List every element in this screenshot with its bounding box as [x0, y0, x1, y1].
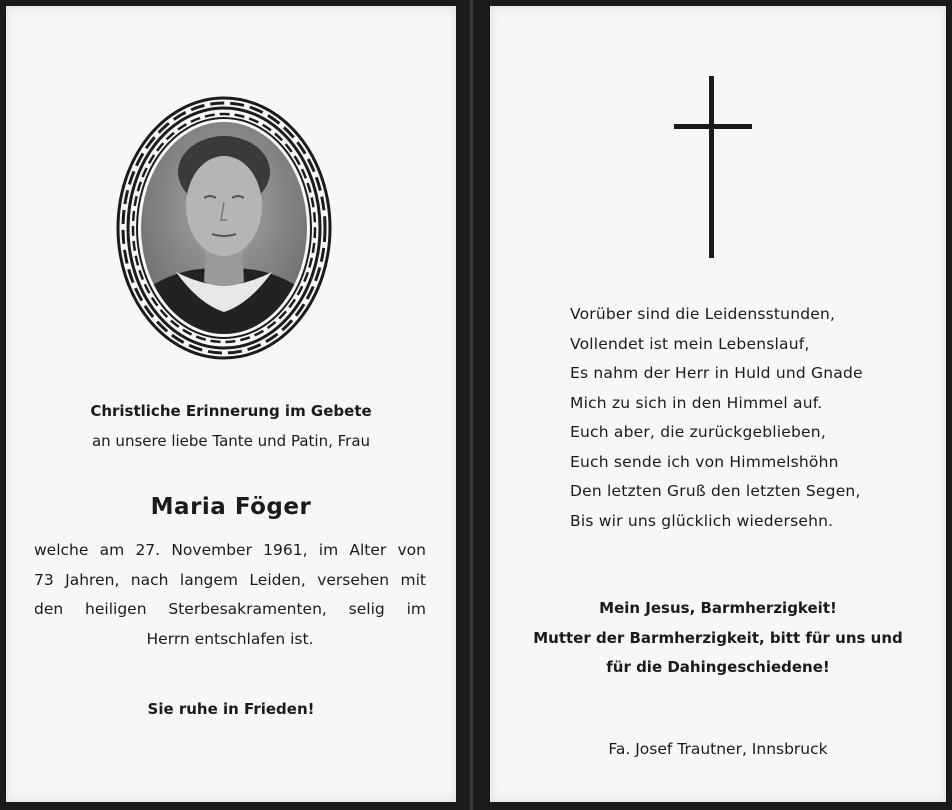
right-card	[490, 6, 946, 802]
prayer-line: Mutter der Barmherzigkeit, bitt für uns und	[533, 628, 903, 647]
poem-line: Den letzten Gruß den letzten Segen,	[570, 482, 861, 500]
obituary-line: Herrn entschlafen ist.	[146, 629, 314, 648]
prayer-line: für die Dahingeschiedene!	[606, 658, 830, 676]
obituary-line: welche am 27. November 1961, im Alter von	[34, 541, 426, 559]
poem-line: Vollendet ist mein Lebenslauf,	[570, 334, 810, 353]
memorial-heading: Christliche Erinnerung im Gebete	[90, 402, 372, 420]
printer-credit: Fa. Josef Trautner, Innsbruck	[608, 740, 828, 758]
obituary-text	[34, 536, 426, 654]
left-card	[6, 6, 456, 802]
prayer	[490, 594, 946, 683]
latin-cross-icon	[666, 76, 756, 258]
card-fold	[470, 0, 473, 810]
obituary-line: den heiligen Sterbesakramenten, selig im	[34, 600, 426, 618]
poem-line: Mich zu sich in den Himmel auf.	[570, 393, 823, 412]
prayer-line: Mein Jesus, Barmherzigkeit!	[599, 599, 837, 617]
poem-line: Euch aber, die zurückgeblieben,	[570, 423, 826, 441]
portrait-photo	[114, 94, 334, 362]
memorial-subheading: an unsere liebe Tante und Patin, Frau	[91, 432, 371, 450]
poem-line: Es nahm der Herr in Huld und Gnade	[570, 364, 863, 382]
portrait-frame	[114, 94, 334, 362]
closing-blessing: Sie ruhe in Frieden!	[147, 700, 315, 718]
obituary-line: 73 Jahren, nach langem Leiden, versehen mit	[34, 570, 426, 589]
poem-line: Bis wir uns glücklich wiedersehn.	[570, 511, 834, 530]
deceased-name: Maria Föger	[150, 494, 312, 520]
poem-line: Euch sende ich von Himmelshöhn	[570, 452, 839, 471]
poem	[570, 300, 930, 536]
poem-line: Vorüber sind die Leidensstunden,	[570, 305, 836, 323]
